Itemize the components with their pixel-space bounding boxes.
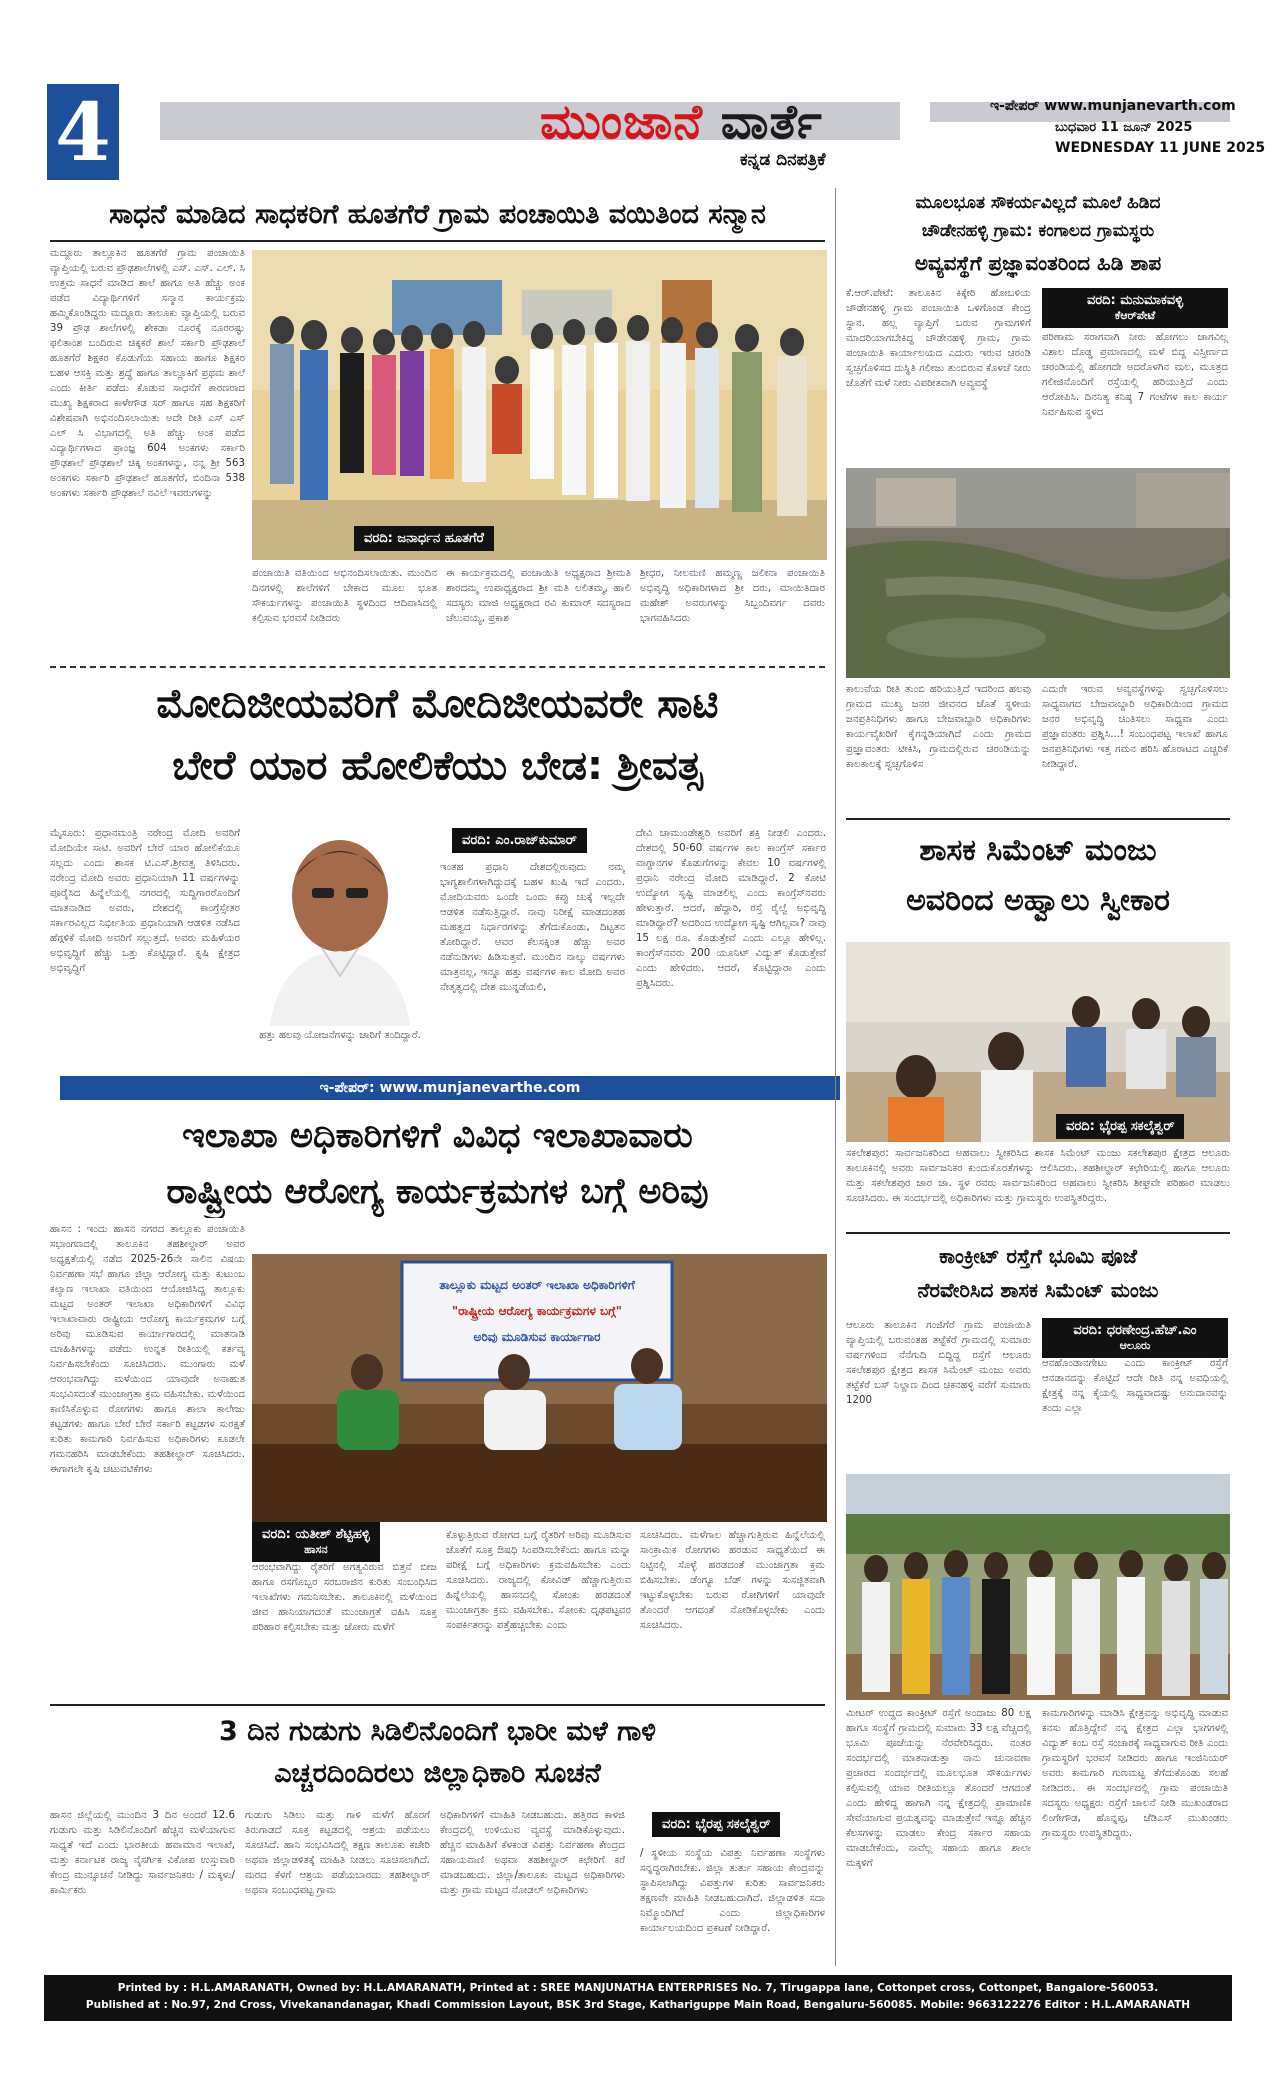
banner-line2: "ರಾಷ್ಟ್ರೀಯ ಆರೋಗ್ಯ ಕಾರ್ಯಕ್ರಮಗಳ ಬಗ್ಗೆ" — [451, 1304, 623, 1318]
article2-col3: ದೇವಿ ಚಾಮುಂಡೇಶ್ವರಿ ಅವರಿಗೆ ಶಕ್ತಿ ನೀಡಲಿ ಎಂದರು. ದೇಶದಲ್ಲಿ 50-60 ವರ್ಷಗಳ ಕಾಲ ಕಾಂಗ್ರೆಸ್ ಸರ್ಕಾರ ವಾಗ್ದಾನಗಳ ಕೊಡುಗೆಗಳನ್ನು ಕೇವಲ 10 ವರ್ಷಗಳಲ್ಲಿ ಪ್ರಧಾನಿ ನರೇಂದ್ರ ಮೋದಿ ಮಾಡಿದ್ದಾರೆ. 2 ಕೋಟಿ ಉದ್ಯೋಗ ಸೃಷ್ಟಿ ಮಾಡಲಿಲ್ಲ ಎಂದು ಕಾಂಗ್ರೆಸ್‌ನವರು ಹೇಳುತ್ತಾರೆ. ಆದರೆ, ಹೆದ್ದಾರಿ, ರಸ್ತೆ ರೈಲ್ವೆ ಅಭಿವೃದ್ಧಿ ಮಾಡಿದ್ದಾರೆ? ಅದರಿಂದ ಉದ್ಯೋಗ ಸೃಷ್ಟಿ ಆಗಿಲ್ಲವಾ? ನಾವು 15 ಲಕ್ಷ ರೂ. ಕೊಡುತ್ತೇವೆ ಎಂದು ಎಲ್ಲೂ ಹೇಳಿಲ್ಲ. ಕಾಂಗ್ರೆಸ್‌ನವರು 200 ಯೂನಿಟ್ ವಿದ್ಯುತ್ ಕೊಡುತ್ತೇವೆ ಎಂದು ಹೇಳಿದರು. ಆದರೆ, ಕೊಟ್ಟಿದ್ದಾರಾ ಎಂದು ಪ್ರಶ್ನಿಸಿದರು. — [636, 828, 826, 989]
right3-byline-name: ವರದಿ: ಧರಣೇಂದ್ರ.ಹೆಚ್.ಎಂ — [1073, 1323, 1197, 1338]
right3-col3: ಮೀಟರ್ ಉದ್ದದ ಕಾಂಕ್ರೀಟ್ ರಸ್ತೆಗೆ ಅಂದಾಜು 80 ಲಕ್ಷ ಹಾಗೂ ಸಂಸ್ಥೆಗೆ ಗ್ರಾಮದಲ್ಲಿ ಸುಮಾರು 33 ಲಕ್ಷ ವೆಚ್ಚದಲ್ಲಿ ಭೂಮಿ ಪೂಜೆಯನ್ನು ನೆರವೇರಿಸಿದ್ದರು. ನಂತರ ಸಂದರ್ಭದಲ್ಲಿ ಮಾತನಾಡುತ್ತಾ ನಾನು ಚುನಾವಣಾ ಪ್ರಚಾರದ ಸಂದರ್ಭದಲ್ಲಿ ಮೂಲಭೂತ ಸೌಕರ್ಯಗಳು ಕಲ್ಪಿಸುವಲ್ಲಿ ಯಾವ ರೀತಿಯಲ್ಲೂ ತೊಂದರೆ ಆಗದಂತೆ ಎಂದು ಹೇಳಿದ್ದ ಹಾಗಾಗಿ ನನ್ನ ಕ್ಷೇತ್ರದಲ್ಲಿ ಪ್ರಾಮಾಣಿಕ ಸೇವೆಯಾಗುವ ಪ್ರಯತ್ನವನ್ನು ಮಾಡುತ್ತೇನೆ ಇನ್ನೂ ಹೆಚ್ಚಿನ ಕೆಲಸಗಳನ್ನು ಮಾಡಲು ಕೇಂದ್ರ ಸರ್ಕಾರ ಸಹಾಯ ಮಾಡಬೇಕೆಂದು, ನಾವೆಲ್ಲ ಸಹಾಯ ಹಾಗೂ ಶಾಲಾ ಮಕ್ಕಳಿಗೆ — [846, 1708, 1031, 1869]
imprint-line1: Printed by : H.L.AMARANATH, Owned by: H.L.AMARANATH, Printed at : SREE MANJUNATHA ENTERPRISES No. 7, Tirugappa lane, Cottonpet cross, Cottonpet, Bangalore-560053. — [117, 1982, 1159, 1994]
right3-col1: ಆಲೂರು ತಾಲೂಕಿನ ಗಂಜಿಗೆರೆ ಗ್ರಾಮ ಪಂಚಾಯಿತಿ ವ್ಯಾಪ್ತಿಯಲ್ಲಿ ಬರುವಂತಹ ತಟ್ಟೆಕೆರೆ ಗ್ರಾಮದಲ್ಲಿ ಸುಮಾರು ವರ್ಷಗಳಿಂದ ನೆನೆಗುದಿ ಬಿದ್ದಿದ್ದ ರಸ್ತೆಗೆ ಆಲೂರು ಸಕಲೇಶಪುರ ಕ್ಷೇತ್ರದ ಶಾಸಕ ಸಿಮೆಂಟ್ ಮಂಜು ಅವರು ತಟ್ಟೆಕೆರೆ ಬಸ್ ನಿಲ್ದಾಣ ದಿಂದ ಚಿಕನಹಳ್ಳಿ ವರೆಗೆ ಸುಮಾರು 1200 — [846, 1320, 1031, 1406]
article4-col4: / ಸ್ಥಳೀಯ ಸಂಸ್ಥೆಯ ವಿಪತ್ತು ನಿರ್ವಹಣಾ ಸಂಸ್ಥೆಗಳು ಸನ್ನದ್ಧರಾಗಿರಬೇಕು. ಜಿಲ್ಲಾ ತುರ್ತು ಸಹಾಯ ಕೇಂದ್ರವನ್ನು ಸ್ಥಾಪಿಸಲಾಗಿದ್ದು ವಿಪತ್ತುಗಳ ಕುರಿತು ಸಾರ್ವಜನಿಕರು ತಕ್ಷಣವೇ ಮಾಹಿತಿ ನೀಡಬಹುದಾಗಿದೆ. ಜಿಲ್ಲಾಡಳಿತ ಸದಾ ನಿಮ್ಮೊಂದಿಗಿದೆ ಎಂದು ಜಿಲ್ಲಾಧಿಕಾರಿಗಳ ಕಾರ್ಯಾಲಯದಿಂದ ಪ್ರಕಟಣೆ ನೀಡಿದ್ದಾರೆ. — [640, 1848, 825, 1934]
right1-photo — [846, 468, 1230, 678]
article2-col2: ಇಂತಹ ಪ್ರಧಾನಿ ದೇಶದಲ್ಲಿರುವುದು ನಮ್ಮ ಭಾಗ್ಯಶಾಲಿಗಳಾಗಿದ್ದುದಕ್ಕೆ ಬಹಳ ಖುಷಿ ಇದೆ ಎಂದರು. ಮೋದಿಯವರು ಒಂದೇ ಒಂದು ಕಪ್ಪು ಚುಕ್ಕೆ ಇಲ್ಲದೇ ಆಡಳಿತ ನಡೆಸುತ್ತಿದ್ದಾರೆ. ನಾವು ನಿರೀಕ್ಷೆ ಮಾಡದಂತಹ ಮಹತ್ವದ ನಿರ್ಧಾರಗಳನ್ನು ತೆಗೆದುಕೊಂಡು, ದಿಟ್ಟತನ ತೋರಿದ್ದಾರೆ. ಅವರ ಕೆಲಸಕ್ಕಿಂತ ಹೆಚ್ಚು ಅವರ ನಡೆನುಡಿಗಳು ಹಿಡಿಸುತ್ತವೆ. ಮುಂದಿನ ನಾಲ್ಕು ವರ್ಷಗಳು ಮಾತ್ರವಲ್ಲ, ಇನ್ನೂ ಹತ್ತು ವರ್ಷಗಳ ಕಾಲ ಮೋದಿ ಅವರ ನೇತೃತ್ವದಲ್ಲಿ ದೇಶ ಮುನ್ನಡೆಯಲಿ, — [440, 862, 625, 993]
masthead-title — [540, 92, 823, 152]
article1-col1: ಮದ್ದೂರು ತಾಲ್ಲೂಕಿನ ಹೂತಗೆರೆ ಗ್ರಾಮ ಪಂಚಾಯಿತಿ ವ್ಯಾಪ್ತಿಯಲ್ಲಿ ಬರುವ ಪ್ರೌಢಶಾಲೆಗಳಲ್ಲಿ ಎಸ್. ಎಸ್. ಎಲ್. ಸಿ ಉತ್ತಮ ಸಾಧನೆ ಮಾಡಿದ ಶಾಲೆ ಹಾಗೂ ಅತಿ ಹೆಚ್ಚು ಅಂಕ ಪಡೆದ ವಿದ್ಯಾರ್ಥಿಗಳಿಗೆ ಸನ್ಮಾನ ಕಾರ್ಯಕ್ರಮ ಹಮ್ಮಿಕೊಂಡಿದ್ದರು ಮದ್ದೂರು ತಾಲೂಕು ವ್ಯಾಪ್ತಿಯಲ್ಲಿ ಬರುವ 39 ಪ್ರೌಢ ಶಾಲೆಗಳಲ್ಲಿ ಶೇಕಡಾ ನೂರಕ್ಕೆ ನೂರರಷ್ಟು ಫಲಿತಾಂಶ ಬಂದಿರುವ ಚಿಕ್ಕಕರೆ ಶಾಲೆ ಸರ್ಕಾರಿ ಪ್ರೌಢಶಾಲೆ ಹೂತಗೆರೆ ಶಿಕ್ಷಕರ ಕೊಡುಗೆಯ ಸಹಾಯ ಹಾಗೂ ಶಿಕ್ಷಕರ ಬಹಳ ಆಸಕ್ತಿ ಮತ್ತು ಶ್ರದ್ಧೆ ಹಾಗೂ ತಾಲ್ಲೂಕಿಗೆ ಪ್ರಥಮ ಶಾಲೆ ಎಂದು ಕೀರ್ತಿ ಪಡೆದು ಕೊಡುವ ಸಾಧನೆಗೆ ಕಾರಣರಾದ ಮುಖ್ಯ ಶಿಕ್ಷಕರಾದ ಕಾಳೇಗೌಡ ಸರ್ ಹಾಗೂ ಸಹ ಶಿಕ್ಷಕರಿಗೆ ವಿಶೇಷವಾಗಿ ಅಭಿನಂದಿಸಲಾಯಿತು ಅದೇ ರೀತಿ ಎಸ್ ಎಸ್ ಎಲ್ ಸಿ ವಿಭಾಗದಲ್ಲಿ ಅತಿ ಹೆಚ್ಚು ಅಂಕ ಪಡೆದ ವಿದ್ಯಾರ್ಥಿಗಳಾದ ಪ್ರಾಂಜ್ಞ 604 ಅಂಕಗಳು ಸರ್ಕಾರಿ ಪ್ರೌಢಶಾಲೆ ಪ್ರೌಢಶಾಲೆ ಚಿಕ್ಕ ಅಂಕಗಳನ್ನು, ನನ್ನ ಶ್ರೀ 563 ಅಂಕಗಳು ಸರ್ಕಾರಿ ಪ್ರೌಢಶಾಲೆ ಹೂತಗೆರೆ, ಬಿಂದಿನಾ 538 ಅಂಕಗಳು ಸರ್ಕಾರಿ ಪ್ರೌಢಶಾಲೆ ನವಿಲೆ ಇವರುಗಳನ್ನು — [50, 248, 245, 499]
article3-col4: ಸೂಚಿಸಿದರು. ಮಳೆಗಾಲ ಹೆಚ್ಚಾಗುತ್ತಿರುವ ಹಿನ್ನೆಲೆಯಲ್ಲಿ ಸಾಂಕ್ರಾಮಿಕ ರೋಗಗಳು ಹರಡುವ ಸಾಧ್ಯತೆಯಿದೆ ಈ ನಿಟ್ಟಿನಲ್ಲಿ ಸೊಳ್ಳೆ ಹರಡದಂತೆ ಮುಂಜಾಗ್ರತಾ ಕ್ರಮ ಬಿಹಿಸಬೇಕು. ಡೆಂಗ್ಯೂ ಬೆಡ್ ಗಳನ್ನು ಸುಸಜ್ಜಿತವಾಗಿ ಇಟ್ಟುಕೊಳ್ಳಬೇಕು ಬರುವ ರೋಗಿಗಳಿಗೆ ಯಾವುದೇ ತೊಂದರೆ ಆಗದಂತೆ ನೋಡಿಕೊಳ್ಳಬೇಕು ಎಂದು ಸೂಚಿಸಿದರು. — [640, 1530, 825, 1631]
article2-headline-line1: ಮೋದಿಜೀಯವರಿಗೆ ಮೋದಿಜೀಯವರೇ ಸಾಟಿ — [156, 681, 719, 727]
epaper-strip[interactable]: ಇ-ಪೇಪರ್: www.munjanevarthe.com — [60, 1076, 840, 1100]
article2-headline-line2: ಬೇರೆ ಯಾರ ಹೋಲಿಕೆಯು ಬೇಡ: ಶ್ರೀವತ್ಸ — [172, 743, 703, 789]
article4-col3: ಅಧಿಕಾರಿಗಳಿಗೆ ಮಾಹಿತಿ ನೀಡಬಹುದು. ಹತ್ತಿರದ ಕಾಳಜಿ ಕೇಂದ್ರದಲ್ಲಿ ಉಳಿಯುವ ವ್ಯವಸ್ಥೆ ಮಾಡಿಕೊಳ್ಳುವುದು. ಹೆಚ್ಚಿನ ಮಾಹಿತಿಗೆ ಕೆಳಕಂಡ ವಿಪತ್ತು ನಿರ್ವಹಣಾ ಕೇಂದ್ರದ ಸಹಾಯವಾಣಿ ಅಥವಾ ತಹಶೀಲ್ದಾರ್ ಕಛೇರಿಗೆ ಕರೆ ಮಾಡಬಹುದು. ಜಿಲ್ಲಾ/ತಾಲೂಕು ಮಟ್ಟದ ಅಧಿಕಾರಿಗಳು ಮತ್ತು ಗ್ರಾಮ ಮಟ್ಟದ ನೋಡಲ್ ಅಧಿಕಾರಿಗಳು — [440, 1810, 625, 1896]
right3-photo — [846, 1474, 1230, 1700]
divider — [846, 1232, 1230, 1234]
right3-headline-line2: ನೆರವೇರಿಸಿದ ಶಾಸಕ ಸಿಮೆಂಟ್ ಮಂಜು — [917, 1278, 1159, 1302]
imprint-line2: Published at : No.97, 2nd Cross, Vivekanandanagar, Khadi Commission Layout, BSK 3rd Stage, Kathariguppe Main Road, Bengaluru-560085. Mobile: 9663122276 Editor : H.L.AMARANATH — [85, 1999, 1191, 2011]
article3-col1: ಹಾಸನ : ಇಂದು ಹಾಸನ ನಗರದ ತಾಲ್ಲೂಕು ಪಂಚಾಯಿತಿ ಸಭಾಂಗಣದಲ್ಲಿ ತಾಲೂಕಿನ ತಹಶೀಲ್ದಾರ್ ಅವರ ಅಧ್ಯಕ್ಷತೆಯಲ್ಲಿ ನಡೆದ 2025-26ನೇ ಸಾಲಿನ ವಿಷಯ ನಿರ್ವಹಣಾ ಸಭೆ ಹಾಗೂ ಜಿಲ್ಲಾ ಆರೋಗ್ಯ ಮತ್ತು ಕುಟುಂಬ ಕಲ್ಯಾಣ ಇಲಾಖಾ ವತಿಯಿಂದ ಆಯೋಜಿಸಿದ್ದ ತಾಲ್ಲೂಕು ಮಟ್ಟದ ಅಂತರ್ ಇಲಾಖಾ ಅಧಿಕಾರಿಗಳಿಗೆ ವಿವಿಧ ಇಲಾಖಾವಾರು ರಾಷ್ಟ್ರೀಯ ಆರೋಗ್ಯ ಕಾರ್ಯಕ್ರಮಗಳ ಬಗ್ಗೆ ಅರಿವು ಮೂಡಿಸುವ ಕಾರ್ಯಾಗಾರದಲ್ಲಿ ಮಾತನಾಡಿ ಮಾಹಿತಿಗಳನ್ನು ಪಡೆದು ಉನ್ನತ ರೀತಿಯಲ್ಲಿ ಕರ್ತವ್ಯ ನಿರ್ವಹಿಸಬೇಕೆಂದು ಸೂಚಿಸಿದರು. ಮುಂಗಾರು ಮಳೆ ಆರಂಭವಾಗಿದ್ದು ಮಳೆಯಿಂದ ಯಾವುದೇ ಅನಾಹುತ ಸಂಭವಿಸದಂತೆ ಮುಂಜಾಗ್ರತಾ ಕ್ರಮ ವಹಿಸಬೇಕು. ಮಳೆಯಿಂದ ಕಾಣಿಸಿಕೊಳ್ಳುವ ರೋಗಗಳು ಹಾಗೂ ಶಾಲಾ ಕಾಲೇಜು ಕಟ್ಟಡಗಳು ಹಾಗೂ ಬೇರೆ ಬೇರೆ ಸರ್ಕಾರಿ ಕಟ್ಟಡಗಳ ಸುರಕ್ಷತೆ ಕುರಿತು ಕಾಮಗಾರಿ ನಿರ್ವಹಿಸುವ ಅಧಿಕಾರಿಗಳು ಕೂಡಲೇ ಗಮನಹರಿಸಿ ಮಾಡಬೇಕೆಂದು ತಹಶೀಲ್ದಾರ್ ಸೂಚಿಸಿದರು. ಈಗಾಗಲೇ ಕೃಷಿ ಚಟುವಟಿಕೆಗಳು — [50, 1224, 245, 1475]
article4-headline-line1: 3 ದಿನ ಗುಡುಗು ಸಿಡಿಲಿನೊಂದಿಗೆ ಭಾರೀ ಮಳೆ ಗಾಳಿ — [218, 1716, 657, 1747]
article1-col4: ಶ್ರೀಧರ, ನೀಲಮಣಿ ಹಮ್ಮಣ್ಣ ಜಲೀನಾ ಪಂಚಾಯಿತಿ ಅಭಿವೃದ್ಧಿ ಅಧಿಕಾರಿಗಳಾದ ಶ್ರೀ ದರು, ಮಾಯಿತಿದಾರ ಮಹೇಶ್ ಅವರುಗಳನ್ನು ಸಿಬ್ಬಂದಿವರ್ಗ ದವರು ಭಾಗವಹಿಸಿದರು — [640, 568, 825, 624]
right3-byline — [1042, 1318, 1228, 1358]
divider — [50, 240, 825, 242]
right1-col3: ಕಾಲುವೆಯ ರೀತಿ ತುಂಬಿ ಹರಿಯುತ್ತಿದೆ ಇದರಿಂದ ಹಲವು ಗ್ರಾಮದ ಮುಖ್ಯ ಜನರ ಜೀವನದ ಜೊತೆ ಸ್ಥಳೀಯ ಜನಪ್ರತಿನಿಧಿಗಳು ಹಾಗೂ ಬೇಜವಾಬ್ದಾರಿ ಅಧಿಕಾರಿಗಳು ಕಾರ್ಯವೈಖರಿಗೆ ಕೈಗನ್ನಡಿಯಾಗಿದೆ ಎಂದು ಗ್ರಾಮದ ಪ್ರಜ್ಞಾವಂತರು ಟೀಕಿಸಿ, ಗ್ರಾಮದಲ್ಲಿರುವ ಚರಂಡಿಯನ್ನು ಕಾಲಕಾಲಕ್ಕೆ ಸ್ವಚ್ಛಗೊಳಿಸ — [846, 684, 1031, 770]
article3-byline — [252, 1522, 380, 1562]
right1-byline-name: ವರದಿ: ಮನುಮಾಕವಳ್ಳಿ — [1086, 293, 1184, 308]
right2-byline: ವರದಿ: ಭೈರಪ್ಪ ಸಕಲೈಶ್ವರ್ — [1056, 1114, 1184, 1139]
right1-byline-place: ಕೆಆರ್‌ಪೇಟೆ — [1114, 309, 1156, 322]
right1-col1: ಕೆ.ಆರ್.ಪೇಟೆ: ತಾಲೂಕಿನ ಕಿಕ್ಕೇರಿ ಹೋಬಳಿಯ ಚೌಡೇನಹಳ್ಳಿ ಗ್ರಾಮ ಪಂಚಾಯಿತಿ ಒಳಗೊಂಡ ಕೇಂದ್ರ ಸ್ಥಾನ. ಹಲ್ಲ ವ್ಯಾಪ್ತಿಗೆ ಬರುವ ಗ್ರಾಮಗಳಿಗೆ ಮಾದರಿಯಾಗಬೇಕಿದ್ದ ಚೌಡೇನಹಳ್ಳಿ ಗ್ರಾಮ, ಗ್ರಾಮ ಪಂಚಾಯಿತಿ ಕಾರ್ಯಾಲಯದ ಎದುರು ಇರುವ ಚರಂಡಿ ಸ್ವಚ್ಛಗೊಳಿಸದ ದುಸ್ಥಿತಿ ಗಲೀಜು ತುಂಬಿರುವ ಕೊಳಚೆ ನೀರು ಜೊತೆಗೆ ಮಳೆ ನೀರು ವಿಪರೀತವಾಗಿ ಅವ್ಯವಸ್ಥೆ — [846, 288, 1031, 389]
column-separator — [835, 188, 836, 1966]
article4-headline-line2: ಎಚ್ಚರದಿಂದಿರಲು ಜಿಲ್ಲಾಧಿಕಾರಿ ಸೂಚನೆ — [274, 1758, 601, 1789]
article2-caption: ಹತ್ತು ಹಲವು ಯೋಜನೆಗಳನ್ನು ಜಾರಿಗೆ ತಂದಿದ್ದಾರೆ. — [259, 1030, 421, 1041]
article4-col1: ಹಾಸನ ಜಿಲ್ಲೆಯಲ್ಲಿ ಮುಂದಿನ 3 ದಿನ ಅಂದರೆ 12.6 ಗುಡುಗು ಮತ್ತು ಸಿಡಿಲಿನೊಂದಿಗೆ ಹೆಚ್ಚಿನ ಮಳೆಯಾಗುವ ಸಾಧ್ಯತೆ ಇದೆ ಎಂದು ಭಾರತೀಯ ಹವಾಮಾನ ಇಲಾಖೆ, ಮತ್ತು ಕರ್ನಾಟಕ ರಾಜ್ಯ ನೈಸರ್ಗಿಕ ವಿಕೋಪ ಉಸ್ತುವಾರಿ ಕೇಂದ್ರ ಮುನ್ಸೂಚನೆ ನೀಡಿದ್ದು ಸಾರ್ವಜನಿಕರು / ಮಕ್ಕಳು/ಕಾರ್ಮಿಕರು — [50, 1810, 235, 1896]
right1-col2: ಪರಿಣಾಮ ಸರಾಗವಾಗಿ ನೀರು ಹೋಗಲು ಜಾಗವಿಲ್ಲ ವಿಶಾಲ ದೊಡ್ಡ ಪ್ರಮಾಣದಲ್ಲಿ ಮಳೆ ಬಿದ್ದ ವಿಸ್ತೀರ್ಣದ ಚರಂಡಿಯಲ್ಲಿ ಹೋಗದೇ ಅದರೊಳಗಿನ ಮಲ, ಮೂತ್ರದ ಗಲೀಜಿನೊಂದಿಗೆ ರಸ್ತೆಯಲ್ಲಿ ಹರಿಯುತ್ತಿದೆ ಎಂದು ಆರೋಪಿಸಿ. ದಿನನಿತ್ಯ ಕನಿಷ್ಠ 7 ಗಂಟೆಗಳ ಕಾಲ ಕಾರ್ಯ ನಿರ್ವಹಿಸುವ ಸ್ಥಳದ — [1042, 332, 1228, 418]
article1-byline: ವರದಿ: ಜನಾರ್ಧನ ಹೂತಗೆರೆ — [354, 526, 494, 551]
right3-col2: ಆನಹೊಂಡಾನಗೇಟು ಎಂದು ಕಾಂಕ್ರೀಟ್ ರಸ್ತೆಗೆ ಆನಡಾನದನ್ನು ಕೊಟ್ಟಿದೆ ಆದೇ ರೀತಿ ನನ್ನ ಅವಧಿಯಲ್ಲಿ ಕ್ಷೇತ್ರಕ್ಕೆ ನನ್ನ ಕೈಯಲ್ಲಿ ಸಾಧ್ಯವಾದಷ್ಟು ಅನುದಾನವನ್ನು ತಂದು ಎಲ್ಲಾ — [1042, 1358, 1228, 1414]
article1-headline: ಸಾಧನೆ ಮಾಡಿದ ಸಾಧಕರಿಗೆ ಹೂತಗೆರೆ ಗ್ರಾಮ ಪಂಚಾಯಿತಿ ವಯಿತಿಂದ ಸನ್ಮಾನ — [109, 199, 766, 230]
right2-headline-line1: ಶಾಸಕ ಸಿಮೆಂಟ್ ಮಂಜು — [919, 833, 1157, 868]
right2-photo — [846, 942, 1230, 1142]
right1-headline-line3: ಅವ್ಯವಸ್ಥೆಗೆ ಪ್ರಜ್ಞಾವಂತರಿಂದ ಹಿಡಿ ಶಾಪ — [914, 251, 1162, 275]
date-english: WEDNESDAY 11 JUNE 2025 — [1055, 140, 1266, 156]
article2-portrait — [250, 826, 430, 1026]
article1-photo — [252, 250, 827, 560]
page-number: 4 — [47, 84, 119, 180]
right1-headline-line1: ಮೂಲಭೂತ ಸೌಕರ್ಯವಿಲ್ಲದೆ ಮೂಲೆ ಹಿಡಿದ — [915, 193, 1161, 213]
banner-line1: ತಾಲ್ಲೂಕು ಮಟ್ಟದ ಅಂತರ್ ಇಲಾಖಾ ಅಧಿಕಾರಿಗಳಿಗೆ — [439, 1278, 635, 1292]
article4-byline: ವರದಿ: ಭೈರಪ್ಪ ಸಕಲೈಶ್ವರ್ — [652, 1812, 780, 1837]
article3-col2: ಆರಂಭವಾಗಿದ್ದು ರೈತರಿಗೆ ಅಗತ್ಯವಿರುವ ಬಿತ್ತನೆ ಬೀಜ ಹಾಗೂ ರಸಗೊಬ್ಬರ ಸರಬರಾಜಿನ ಕುರಿತು ಸಂಬಂಧಿಸಿದ ಇಲಾಖೆಗಳು ಗಮನಿಸಬೇಕು. ತಾಲೂಕಿನಲ್ಲಿ ಮಳೆಯಿಂದ ಜೀವ ಹಾನಿಯಾಗದಂತೆ ಮುಂಜಾಗ್ರತೆ ವಹಿಸಿ ಸೂಕ್ತ ಪರಿಹಾರ ಕಲ್ಪಿಸಬೇಕು ಮತ್ತು ಜೋರು ಮಳೆಗೆ — [252, 1562, 437, 1633]
right3-byline-place: ಆಲೂರು — [1119, 1339, 1151, 1352]
article2-byline: ವರದಿ: ಎಂ.ರಾಜ್‌ಕುಮಾರ್ — [452, 828, 587, 853]
divider — [50, 1704, 825, 1706]
article3-byline-place: ಹಾಸನ — [304, 1543, 328, 1556]
divider — [50, 666, 825, 668]
date-kannada: ಬುಧವಾರ 11 ಜೂನ್ 2025 — [1055, 120, 1193, 135]
article1-col3: ಈ ಕಾರ್ಯಕ್ರಮದಲ್ಲಿ ಪಂಚಾಯಿತಿ ಅಧ್ಯಕ್ಷರಾದ ಶ್ರೀಮತಿ ಶಾರದಮ್ಮ ಉಪಾಧ್ಯಕ್ಷರಾದ ಶ್ರೀ ಮತಿ ಲಲಿತಮ್ಮ, ಹಾಲಿ ಸದಸ್ಯರು ಮಾಜಿ ಅಧ್ಯಕ್ಷರಾದ ರವಿ ಕುಮಾರ್ ಸದಸ್ಯರಾದ ಚೆಲುವಯ್ಯ, ಪ್ರಕಾಶ — [446, 568, 631, 624]
imprint-footer — [44, 1975, 1232, 2021]
masthead-title-black: ವಾರ್ತೆ — [720, 94, 823, 150]
masthead-subtitle: ಕನ್ನಡ ದಿನಪತ್ರಿಕೆ — [740, 150, 826, 170]
right2-body: ಸಕಲೇಶಪುರ: ಸಾರ್ವಜನಿಕರಿಂದ ಅಹವಾಲು ಸ್ವೀಕರಿಸಿದ ಶಾಸಕ ಸಿಮೆಂಟ್ ಮಂಜು ಸಕಲೇಶಪುರ ಕ್ಷೇತ್ರದ ಆಲೂರು ತಾಲೂಕಿನಲ್ಲಿ ಅವರು ಸಾರ್ವಜನಿಕರ ಕುಂದುಕೊರತೆಗಳನ್ನು ಆಲಿಸಿದರು. ತಹಶೀಲ್ದಾರ್ ಕಛೇರಿಯಲ್ಲಿ ಹಾಗೂ ಆಲೂರು ಮತ್ತು ಸಕಲೇಶಪುರ ಜಾರ ಜಾ. ಸ್ಥಳ ರವರು ಸಾರ್ವಜನಿಕರಿಂದ ಅಹವಾಲು ಸ್ವೀಕರಿಸಿ ಶೀಘ್ರವೇ ಪರಿಹಾರ ಮಾಡಲು ಸೂಚಿಸಿದರು. ಈ ಸಂದರ್ಭದಲ್ಲಿ ಅಧಿಕಾರಿಗಳು ಮತ್ತು ಗ್ರಾಮಸ್ಥರು ಉಪಸ್ಥಿತರಿದ್ದರು. — [846, 1148, 1230, 1204]
article3-headline-line2: ರಾಷ್ಟ್ರೀಯ ಆರೋಗ್ಯ ಕಾರ್ಯಕ್ರಮಗಳ ಬಗ್ಗೆ ಅರಿವು — [166, 1172, 709, 1212]
right1-headline-line2: ಚೌಡೇನಹಳ್ಳಿ ಗ್ರಾಮ: ಕಂಗಾಲದ ಗ್ರಾಮಸ್ಥರು — [921, 221, 1155, 241]
divider — [846, 818, 1230, 820]
right1-byline — [1042, 288, 1228, 328]
article3-headline-line1: ಇಲಾಖಾ ಅಧಿಕಾರಿಗಳಿಗೆ ವಿವಿಧ ಇಲಾಖಾವಾರು — [182, 1116, 693, 1156]
article1-col2: ಪಂಚಾಯಿತಿ ವತಿಯಿಂದ ಅಭಿನಂದಿಸಲಾಯಿತು. ಮುಂದಿನ ದಿನಗಳಲ್ಲಿ ಶಾಲೆಗಳಿಗೆ ಬೇಕಾದ ಮೂಲ ಭೂತ ಸೌಕರ್ಯಗಳನ್ನು ಪಂಚಾಯಿತಿ ಸ್ಥಳದಿಂದ ಆದಿವಾಸಿದಲ್ಲಿ ಕಲ್ಪಿಸುವ ಭರವಸೆ ನೀಡಿದರು — [252, 568, 437, 624]
epaper-link[interactable]: ಇ-ಪೇಪರ್ www.munjanevarth.com — [990, 98, 1236, 114]
article3-byline-name: ವರದಿ: ಯತೀಶ್ ಶೆಟ್ಟಿಹಳ್ಳಿ — [262, 1527, 370, 1542]
banner-line3: ಅರಿವು ಮೂಡಿಸುವ ಕಾರ್ಯಾಗಾರ — [473, 1330, 601, 1344]
right3-col4: ಕಾಮಗಾರಿಗಳನ್ನು ಮಾಡಿಸಿ ಕ್ಷೇತ್ರವನ್ನು ಅಭಿವೃದ್ಧಿ ಮಾಡುವ ಕನಸು ಹೊತ್ತಿದ್ದೇನೆ ನನ್ನ ಕ್ಷೇತ್ರದ ಎಲ್ಲಾ ಭಾಗಗಳಲ್ಲಿ ವಿದ್ಯುತ್ ಕಂಬ ರಸ್ತೆ ಸಂಚಾರಕ್ಕೆ ಸಾಧ್ಯವಾಗುವ ರೀತಿ ಎಂದು ಗ್ರಾಮಸ್ಥರಿಗೆ ಭರವಸೆ ನೀಡಿದರು ಹಾಗೂ ಇಂಜಿನಿಯರ್ ಅವರು ಕಾಮಗಾರಿ ಗುಣಮಟ್ಟ ತೆಗೆದುಕೊಂಡು ಸಲಹೆ ನೀಡಿದರು. ಈ ಸಂದರ್ಭದಲ್ಲಿ ಗ್ರಾಮ ಪಂಚಾಯಿತಿ ಸದಸ್ಯರು ಅಧ್ಯಕ್ಷರು ರಸ್ತೆಗೆ ಚಾಲನೆ ನೀಡಿ ಮುಖಂಡರಾದ ಲಿಂಗೇಗೌಡ, ಹೊನ್ನಪ್ಪ, ಜೆಡಿಎಸ್ ಮುಖಂಡರು ಗ್ರಾಮಸ್ಥರು ಉಪಸ್ಥಿತರಿದ್ದರು. — [1042, 1708, 1228, 1839]
article3-photo — [252, 1254, 827, 1522]
right1-col4: ಎದುರೇ ಇರುವ ಅವ್ಯವಸ್ಥೆಗಳನ್ನು ಸ್ವಚ್ಛಗೊಳಿಸಲು ಸಾಧ್ಯವಾಗದ ಬೇಜವಾಬ್ದಾರಿ ಅಧಿಕಾರಿಯಿಂದ ಗ್ರಾಮದ ಜನರ ಅಭಿವೃದ್ಧಿ ಚಿಂತಿಸಲು ಸಾಧ್ಯವಾ ಎಂದು ಪ್ರಜ್ಞಾವಂತರು ಪ್ರಶ್ನಿಸಿ...! ಸಂಬಂಧಪಟ್ಟ ಇಲಾಖೆ ಹಾಗೂ ಜನಪ್ರತಿನಿಧಿಗಳು ಇತ್ತ ಗಮನ ಹರಿಸಿ ಹೊರಾಟದ ಎಚ್ಚರಿಕೆ ನೀಡಿದ್ದಾರೆ. — [1042, 684, 1228, 770]
masthead-title-red: ಮುಂಜಾನೆ — [540, 94, 703, 150]
right2-headline-line2: ಅವರಿಂದ ಅಹ್ವಾಲು ಸ್ವೀಕಾರ — [906, 883, 1170, 918]
article3-col3: ಕೊಳ್ಳುತ್ತಿರುವ ರೋಗದ ಬಗ್ಗೆ ರೈತರಿಗೆ ಅರಿವು ಮೂಡಿಸುವ ಜೊತೆಗೆ ಸೂಕ್ತ ಔಷಧಿ ಸಿಂಪಡಿಸಬೇಕೆಂದು ಹಾಗೂ ಮನ್ನಾ ಪರೀಕ್ಷೆ ಬಗ್ಗೆ ಅಧಿಕಾರಿಗಳು ಕ್ರಮವಹಿಸಬೇಕು ಎಂದು ಸೂಚಿಸಿದರು. ರಾಜ್ಯದಲ್ಲಿ ಕೋವಿಡ್ ಹೆಚ್ಚಾಗುತ್ತಿರುವ ಹಿನ್ನೆಲೆಯಲ್ಲಿ ಹಾಸನದಲ್ಲಿ ಸೋಂಕು ಹರಡದಂತೆ ಮುಂಜಾಗ್ರತಾ ಕ್ರಮ ವಹಿಸಬೇಕು. ಸೋಂಕು ದೃಢಪಟ್ಟವರ ಸಂಪರ್ಕಿತರನ್ನು ಪತ್ತೆಹಚ್ಚಬೇಕು ಎಂದು — [446, 1530, 631, 1631]
article4-col2: ಗುಡುಗು ಸಿಡಿಲು ಮತ್ತು ಗಾಳಿ ಮಳೆಗೆ ಹೊರಗೆ ತಿರುಗಾಡದೆ ಸೂಕ್ತ ಕಟ್ಟಡದಲ್ಲಿ ಆಶ್ರಯ ಪಡೆಯಲು ಸೂಚಿಸಿದೆ. ಹಾನಿ ಸಂಭವಿಸಿದಲ್ಲಿ ತಕ್ಷಣ ತಾಲೂಕು ಕಚೇರಿ ಅಥವಾ ಜಿಲ್ಲಾಡಳಿತಕ್ಕೆ ಮಾಹಿತಿ ನೀಡಲು ಸೂಚಿಸಲಾಗಿದೆ. ಮರದ ಕೆಳಗೆ ಆಶ್ರಯ ಪಡೆಯಬಾರದು ತಹಶೀಲ್ದಾರ್ ಅಥವಾ ಸಂಬಂಧಪಟ್ಟ ಗ್ರಾಮ — [245, 1810, 430, 1896]
right3-headline-line1: ಕಾಂಕ್ರೀಟ್ ರಸ್ತೆಗೆ ಭೂಮಿ ಪೂಜೆ — [939, 1244, 1137, 1268]
article2-col1: ಮೈಸೂರು: ಪ್ರಧಾನಮಂತ್ರಿ ನರೇಂದ್ರ ಮೋದಿ ಅವರಿಗೆ ಮೋದಿಯೇ ಸಾಟಿ. ಅವರಿಗೆ ಬೇರೆ ಯಾರ ಹೋಲಿಕೆಯೂ ಸಲ್ಲದು ಎಂದು ಶಾಸಕ ಟಿ.ಎಸ್.ಶ್ರೀವತ್ಸ ತಿಳಿಸಿದರು. ನರೇಂದ್ರ ಮೋದಿ ಅವರು ಪ್ರಧಾನಿಯಾಗಿ 11 ವರ್ಷಗಳನ್ನು ಪೂರೈಸಿದ ಹಿನ್ನೆಲೆಯಲ್ಲಿ ನಗರದಲ್ಲಿ ಸುದ್ದಿಗಾರರೊಂದಿಗೆ ಮಾತನಾಡಿದ ಅವರು, ದೇಶದಲ್ಲಿ ಕಾಂಗ್ರೆಸ್ಸೇತರ ಸರ್ಕಾರವಿಲ್ಲದ ನಿರ್ಭೀತಿಯ ಪ್ರಧಾನಿಯಾಗಿ ಆಡಳಿತ ನಡೆಸಿದ ಹೆಗ್ಗಳಿಕೆ ಮೋದಿ ಅವರಿಗೆ ಸಲ್ಲುತ್ತದೆ. ಅವರು ಮಹಿಳೆಯರ ಅಭಿವೃದ್ಧಿಗೆ ಹೆಚ್ಚು ಒತ್ತು ಕೊಟ್ಟಿದ್ದಾರೆ. ಕೃಷಿ ಕ್ಷೇತ್ರದ ಅಭಿವೃದ್ಧಿಗೆ — [50, 828, 240, 974]
